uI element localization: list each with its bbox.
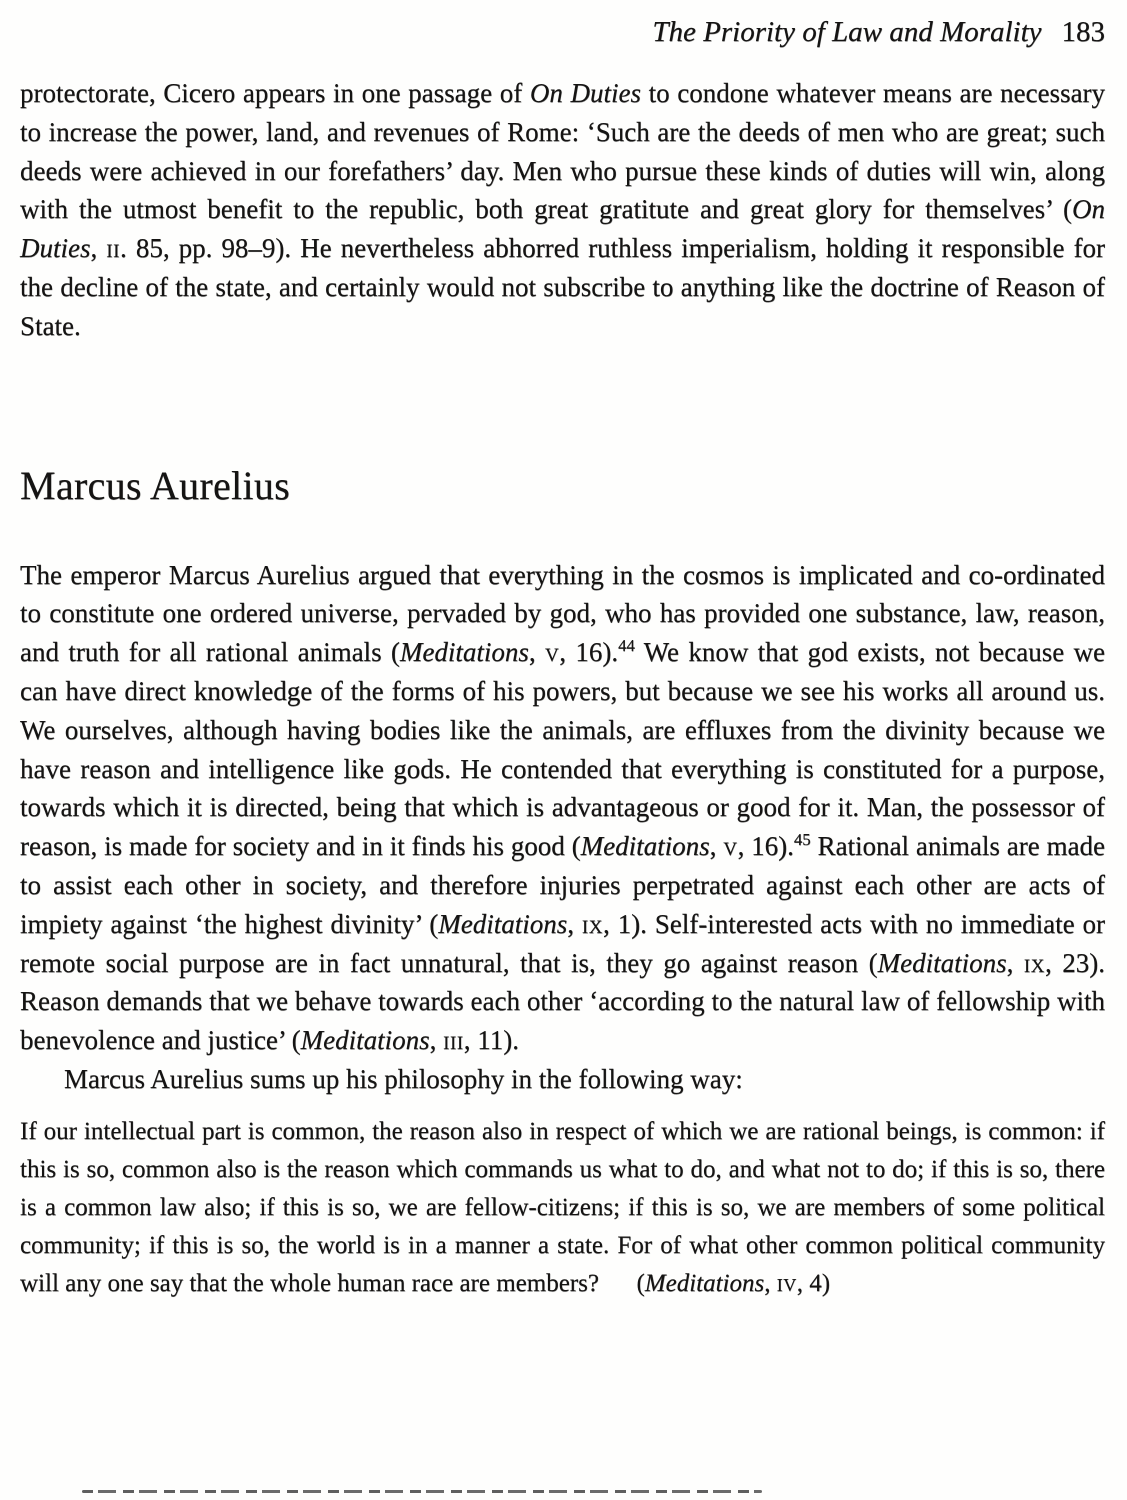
running-header (20, 14, 1105, 50)
running-header-title: The Priority of Law and Morality (652, 16, 1042, 48)
paragraph-cicero: protectorate, Cicero appears in one passage of On Duties to condone whatever means are necessary to increase the power, land, and revenues of Rome: ‘Such are the deeds of men who are great; such deeds were achieved in our forefathers’ day. Men who pursue these kinds of duties will win, along with the utmost benefit to the republic, both great gratitute and great glory for themselves’ (On Duties, ii. 85, pp. 98–9). He nevertheless abhorred ruthless imperialism, holding it responsible for the decline of the state, and certainly would not subscribe to anything like the doctrine of Reason of State. (20, 78, 1106, 341)
page-number: 183 (1061, 16, 1105, 48)
scan-artifact-line (82, 1490, 762, 1493)
section-heading: Marcus Aurelius (20, 462, 291, 508)
paragraph-marcus-aurelius: The emperor Marcus Aurelius argued that everything in the cosmos is implicated and co-ordinated to constitute one ordered universe, pervaded by god, who has provided one substance, law, reason, and truth for all rational animals (Meditations, v, 16).$^{44}$ We know that god exists, not because we can have direct knowledge of the forms of his powers, but because we see his works all around us. We ourselves, although having bodies like the animals, are effluxes from the divinity because we have reason and intelligence like gods. He contended that everything is constituted for a purpose, towards which it is directed, being that which is advantageous or good for it. Man, the possessor of reason, is made for society and in it finds his good (Meditations, v, 16).$^{45}$ Rational animals are made to assist each other in society, and therefore injuries perpetrated against each other are acts of impiety against ‘the highest divinity’ (Meditations, ix, 1). Self-interested acts with no immediate or remote social purpose are in fact unnatural, that is, they go against reason (Meditations, ix, 23). Reason demands that we behave towards each other ‘according to the natural law of fellowship with benevolence and justice’ (Meditations, iii, 11). (20, 559, 1106, 1056)
paragraph-quote-intro: Marcus Aurelius sums up his philosophy in the following way: (64, 1063, 743, 1094)
block-quote-meditations: If our intellectual part is common, the reason also in respect of which we are rational beings, is common: if this is so, common also is the reason which commands us what to do, and what not to do; if this is so, there is a common law also; if this is so, we are fellow-citizens; if this is so, we are members of some political community; if this is so, the world is in a manner a state. For of what other common political community will any one say that the whole human race are members? (Meditations, iv, 4) (20, 1117, 1105, 1297)
